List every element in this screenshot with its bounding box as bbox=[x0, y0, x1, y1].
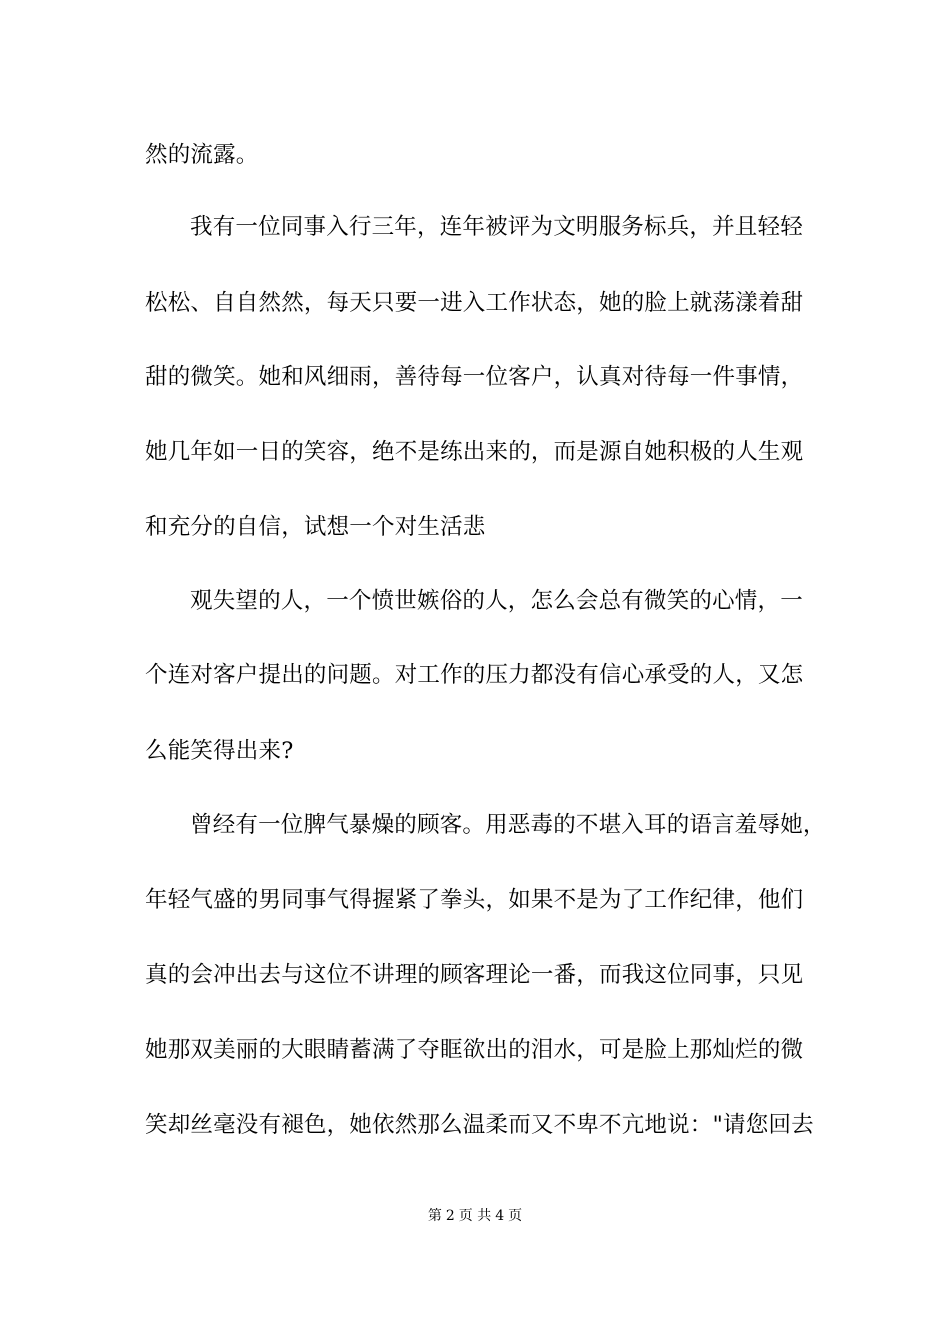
page-footer bbox=[0, 1206, 950, 1226]
footer-total-pages: 4 bbox=[495, 1208, 505, 1224]
footer-suffix: 页 bbox=[508, 1208, 523, 1224]
text-line: 她几年如一日的笑容，绝不是练出来的，而是源自她积极的人生观 bbox=[145, 439, 804, 465]
paragraph-first-line: 观失望的人，一个愤世嫉俗的人，怎么会总有微笑的心情，一 bbox=[190, 588, 803, 614]
footer-middle: 页 共 bbox=[458, 1208, 492, 1224]
text-line: 松松、自自然然，每天只要一进入工作状态，她的脸上就荡漾着甜 bbox=[145, 290, 804, 316]
text-line: 么能笑得出来? bbox=[145, 738, 294, 764]
text-line: 甜的微笑。她和风细雨，善待每一位客户，认真对待每一件事情， bbox=[145, 364, 804, 390]
text-line: 和充分的自信，试想一个对生活悲 bbox=[145, 514, 486, 540]
text-line: 年轻气盛的男同事气得握紧了拳头，如果不是为了工作纪律，他们 bbox=[145, 887, 804, 913]
text-line: 然的流露。 bbox=[145, 142, 259, 168]
paragraph-first-line: 曾经有一位脾气暴燥的顾客。用恶毒的不堪入耳的语言羞辱她， bbox=[190, 812, 826, 838]
text-line: 笑却丝毫没有褪色，她依然那么温柔而又不卑不亢地说："请您回去 bbox=[145, 1112, 814, 1138]
footer-page-number: 2 bbox=[445, 1208, 455, 1224]
footer-prefix: 第 bbox=[427, 1208, 442, 1224]
text-line: 个连对客户提出的问题。对工作的压力都没有信心承受的人，又怎 bbox=[145, 662, 804, 688]
text-line: 真的会冲出去与这位不讲理的顾客理论一番，而我这位同事，只见 bbox=[145, 962, 804, 988]
paragraph-first-line: 我有一位同事入行三年，连年被评为文明服务标兵，并且轻轻 bbox=[190, 214, 803, 240]
text-line: 她那双美丽的大眼睛蓄满了夺眶欲出的泪水，可是脸上那灿烂的微 bbox=[145, 1037, 804, 1063]
